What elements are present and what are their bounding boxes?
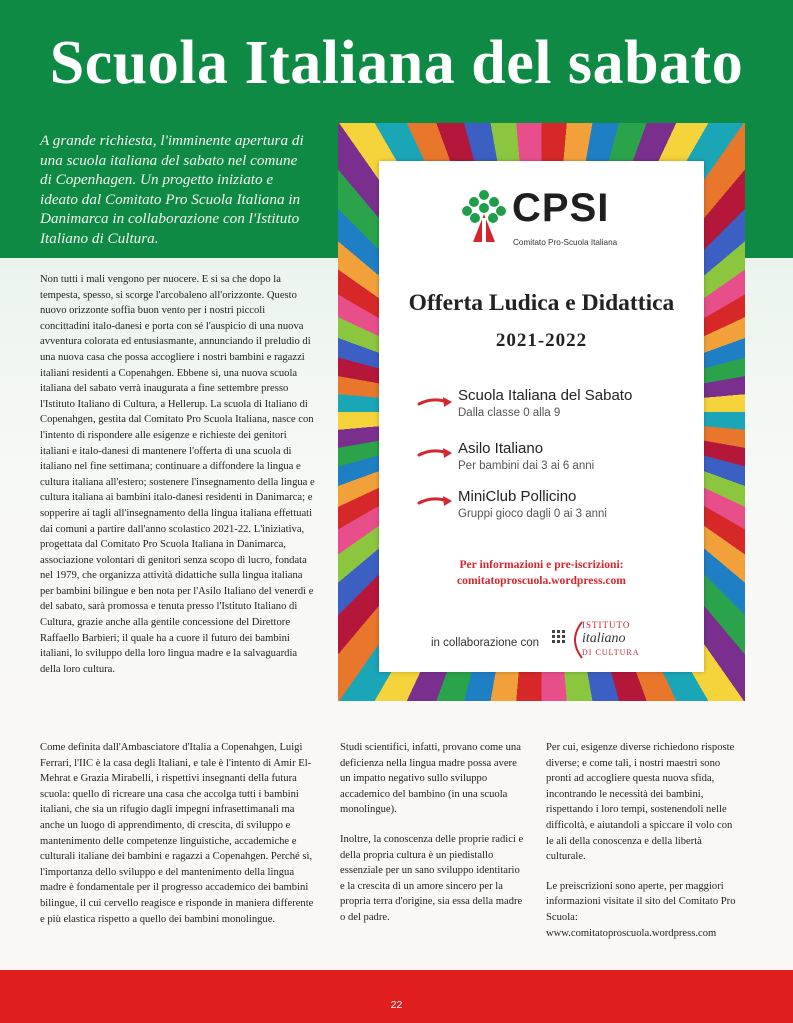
offer-item-subtitle: Gruppi gioco dagli 0 ai 3 anni — [458, 508, 607, 520]
info-website: comitatoproscuola.wordpress.com — [457, 574, 626, 587]
collaboration-label: in collaborazione con — [431, 637, 540, 649]
offer-item-title: Scuola Italiana del Sabato — [458, 387, 633, 404]
red-arrow-icon — [417, 395, 453, 409]
red-arrow-icon — [417, 494, 453, 508]
article-paragraph: Come definita dall'Ambasciatore d'Italia a Copenahgen, Luigi Ferrari, l'IIC è la casa degli Italiani, e tale è l'intento di Amir El-Mehrat e Grazia Mirabelli, i rispettivi insegnanti della futura scuola: quello di ricreare una casa che accolga tutti i bambini italiani, che sia un rifugio dagli impegni infrasettimanali ma anche un luogo di apprendimento, di crescita, di sviluppo e mantenimento delle competenze linguistiche, accademiche e culturali italiane dei bambini e ragazzi a Copenahgen. Perché sì, l'importanza dello sviluppo e del mantenimento della lingua madre è fondamentale per il progresso accademico dei bambini bilingue, il cui cervello reagisce e risponde in maniera differente e più elastica rispetto a quello dei bambini monolingue. — [40, 742, 314, 925]
article-column-2 — [340, 740, 525, 940]
iic-logo — [552, 618, 642, 662]
cpsi-tree-logo-icon — [459, 188, 509, 244]
article-paragraph: Le preiscrizioni sono aperte, per maggiori informazioni visitate il sito del Comitato Pro Scuola: www.comitatoproscuola.wordpress.com — [546, 880, 736, 939]
offer-item-subtitle: Dalla classe 0 alla 9 — [458, 407, 561, 419]
cpsi-logo-subtitle: Comitato Pro-Scuola Italiana — [513, 238, 618, 247]
iic-line-1: ISTITUTO — [582, 620, 631, 630]
red-arrow-icon — [417, 446, 453, 460]
offer-title: Offerta Ludica e Didattica — [408, 290, 675, 316]
article-column-1-bottom — [40, 740, 315, 941]
iic-line-2: italiano — [582, 631, 626, 646]
article-paragraph: Studi scientifici, infatti, provano come una deficienza nella lingua madre possa avere un impatto negativo sullo sviluppo accademico del bambino (in una scuola monolingue). — [340, 742, 521, 816]
article-paragraph: Non tutti i mali vengono per nuocere. E si sa che dopo la tempesta, spesso, si scorge l'arcobaleno all'orizzonte. Questo nuovo orizzonte soffia buon vento per i nostri piccoli concittadini italo-danesi e porta con sé l'auspicio di una nuova avventura colorata ed entusiasmante, annunciando il preludio di una nuova casa che possa accogliere i nostri bambini e ragazzi italiani residenti a Copenahgen. Ebbene sì, una nuova scuola italiana del sabato verrà inaugurata a fine settembre presso l'Istituto Italiano di Cultura, a Hellerup. La scuola di Italiano di Copenahgen, gestita dal Comitato Pro Scuola Italiana, nasce con l'intento di rispondere alle esigenze e richieste dei genitori italiani e italo-danesi di mantenere l'offerta di una scuola di italiano nel fine settimana; continuare a diffondere la lingua e cultura italiana all'estero; sostenere l'insegnamento della lingua e cultura italiana ai bambini italo-danesi residenti in Danimarca; e sopperire ai tagli all'insegnamento della lingua italiana effettuati dai comuni a partire dall'anno scolastico 2021-22. L'iniziativa, progettata dal Comitato Pro Scuola Italiana in Danimarca, associazione volontari di genitori senza scopo di lucro, fondata nel 1979, che organizza attività didattiche sulla lingua italiana per bambini bilingue e ben nota per l'Asilo Italiano del venerdì e del sabato, sarà promossa e tenuta presso l'Istituto Italiano di Cultura, grazie anche alla gentile concessione del Direttore Raffaello Barbieri; il quale ha a cuore il futuro dei bambini italiani, lo sviluppo della loro lingua madre e la salvaguardia della loro cultura. — [40, 274, 315, 675]
intro-text: A grande richiesta, l'imminente apertura di una scuola italiana del sabato nel comune di Copenhagen. Un progetto iniziato e ideato dal Comitato Pro Scuola Italiana in Danimarca in collaborazione con l'Istituto Italiano di Cultura. — [40, 132, 304, 247]
article-column-3 — [546, 740, 741, 955]
page-title: Scuola Italiana del sabato — [49, 29, 744, 97]
footer-band — [0, 970, 793, 1023]
info-label: Per informazioni e pre-iscrizioni: — [459, 558, 624, 571]
offer-item-subtitle: Per bambini dai 3 ai 6 anni — [458, 460, 595, 472]
offer-item-title: MiniClub Pollicino — [458, 488, 577, 505]
article-paragraph: Inoltre, la conoscenza delle proprie radici e della propria cultura è un piedistallo essenziale per un sano sviluppo identitario e la crescita di un amore sincero per la propria terra d'origine, sia essa della madre o del padre. — [340, 833, 524, 923]
page-number: 22 — [390, 999, 403, 1011]
iic-line-3: DI CULTURA — [582, 648, 640, 657]
offer-year: 2021-2022 — [495, 330, 588, 351]
article-column-1-top — [40, 272, 315, 691]
cpsi-logo-name: CPSI — [512, 186, 610, 230]
iic-dots-icon — [552, 630, 566, 644]
article-paragraph: Per cui, esigenze diverse richiedono risposte diverse; e come tali, i nostri maestri sono pronti ad accogliere questa nuova sfida, incontrando le necessità dei bambini, rispettando i loro tempi, sostenendoli nelle difficoltà, e aiutandoli a spiccare il volo con le ali della conoscenza e della libertà culturale. — [546, 742, 735, 863]
offer-item-title: Asilo Italiano — [458, 440, 544, 457]
